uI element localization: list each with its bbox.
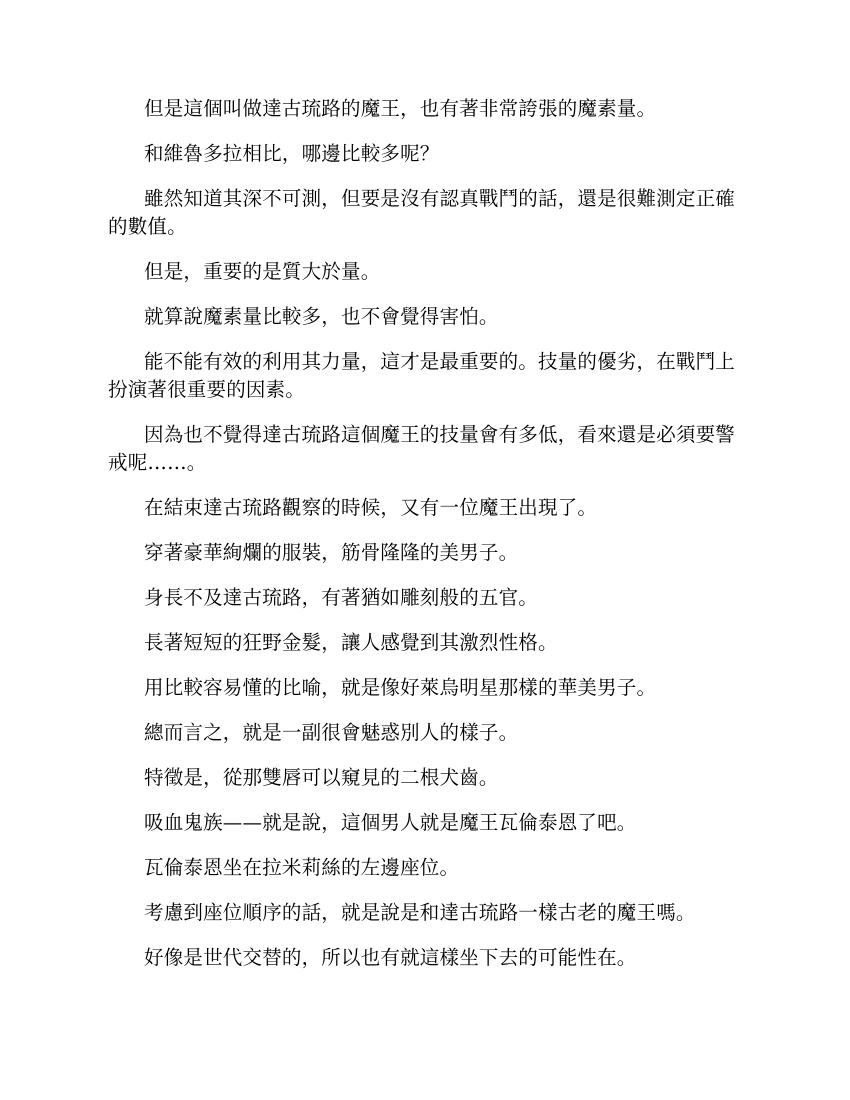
- paragraph: 在結束達古琉路觀察的時候，又有一位魔王出現了。: [144, 496, 598, 519]
- paragraph: 穿著豪華絢爛的服裝，筋骨隆隆的美男子。: [144, 541, 519, 564]
- paragraph: 考慮到座位順序的話，就是說是和達古琉路一樣古老的魔王嗎。: [144, 901, 696, 924]
- paragraph: 用比較容易懂的比喻，就是像好萊烏明星那樣的華美男子。: [144, 676, 657, 699]
- paragraph: 好像是世代交替的，所以也有就這樣坐下去的可能性在。: [144, 946, 637, 969]
- paragraph: 總而言之，就是一副很會魅惑別人的樣子。: [144, 721, 519, 744]
- paragraph: 特徵是，從那雙唇可以窺見的二根犬齒。: [144, 766, 499, 789]
- paragraph: 吸血鬼族——就是說，這個男人就是魔王瓦倫泰恩了吧。: [144, 811, 637, 834]
- paragraph: 就算說魔素量比較多，也不會覺得害怕。: [144, 305, 499, 328]
- paragraph: 但是，重要的是質大於量。: [144, 260, 381, 283]
- paragraph: 身長不及達古琉路，有著猶如雕刻般的五官。: [144, 586, 539, 609]
- paragraph: 能不能有效的利用其力量，這才是最重要的。技量的優劣，在戰鬥上扮演著很重要的因素。: [108, 350, 736, 401]
- paragraph: 長著短短的狂野金髮，讓人感覺到其激烈性格。: [144, 631, 558, 654]
- paragraph: 因為也不覺得達古琉路這個魔王的技量會有多低，看來還是必須要警戒呢……。: [108, 423, 736, 474]
- paragraph: 雖然知道其深不可測，但要是沒有認真戰鬥的話，還是很難測定正確的數值。: [108, 187, 736, 238]
- paragraph: 和維魯多拉相比，哪邊比較多呢？: [144, 142, 440, 165]
- paragraph: 但是這個叫做達古琉路的魔王，也有著非常誇張的魔素量。: [144, 97, 657, 120]
- paragraph: 瓦倫泰恩坐在拉米莉絲的左邊座位。: [144, 856, 460, 879]
